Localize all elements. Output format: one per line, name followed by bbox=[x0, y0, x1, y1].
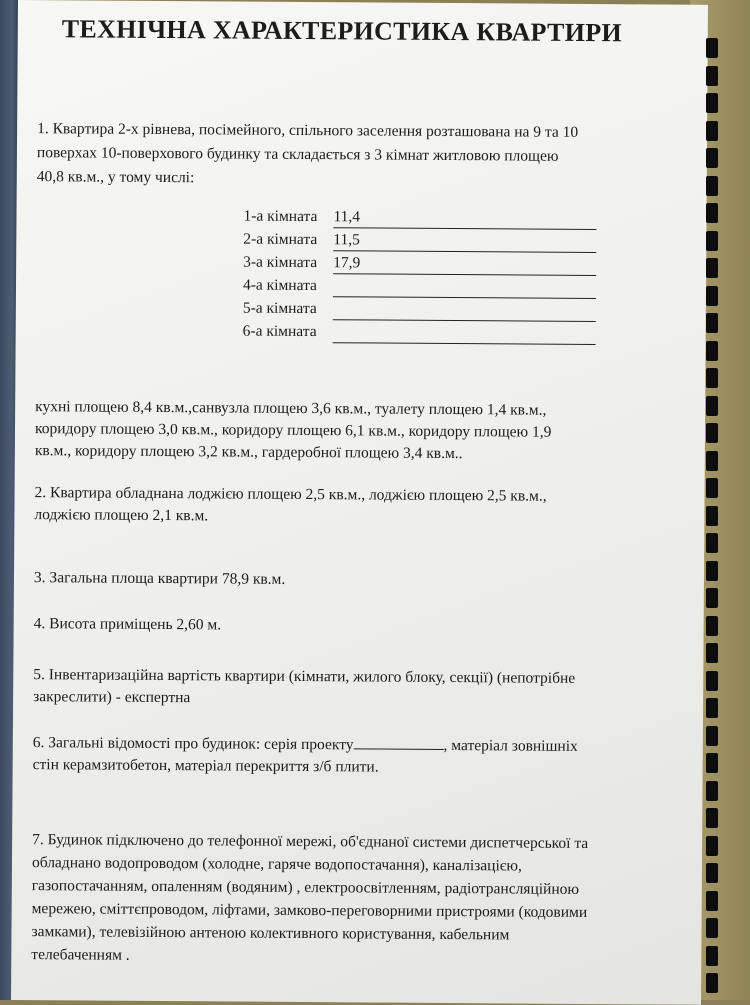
room-area-field: 11,5 bbox=[333, 231, 596, 253]
room-area-field bbox=[333, 300, 596, 322]
room-area-field: 17,9 bbox=[333, 254, 596, 276]
section5-line1: 5. Інвентаризаційна вартість квартири (кімнати, жилого блоку, секції) (непотрібне bbox=[33, 664, 575, 690]
binding-coil bbox=[706, 38, 718, 58]
binding-coil bbox=[706, 231, 718, 251]
areas-line2: коридору площею 3,0 кв.м., коридору площею 6,1 кв.м., коридору площею 1,9 bbox=[35, 418, 552, 444]
section1-line1: 1. Квартира 2-х рівнева, посімейного, спільного заселення розташована на 9 та 10 bbox=[37, 118, 578, 144]
section7-line1: 7. Будинок підключено до телефонної мережі, об'єднаної системи диспетчерської та bbox=[32, 829, 588, 855]
binding-coil bbox=[706, 478, 718, 498]
document-page bbox=[11, 0, 708, 1005]
spiral-binding bbox=[706, 0, 736, 1000]
section2-line2: лоджією площею 2,1 кв.м. bbox=[34, 504, 208, 527]
binding-coil bbox=[706, 588, 718, 608]
binding-coil bbox=[706, 368, 718, 388]
room-area-field: 11,4 bbox=[333, 208, 596, 230]
areas-line3: кв.м., коридору площею 3,2 кв.м., гардеробної площею 3,4 кв.м.. bbox=[35, 440, 463, 465]
binding-coil bbox=[706, 258, 718, 278]
page-title: ТЕХНІЧНА ХАРАКТЕРИСТИКА КВАРТИРИ bbox=[62, 14, 622, 48]
binding-coil bbox=[706, 561, 718, 581]
section7-line3: газопостачанням, опаленням (водяним) , електроосвітленням, радіотрансляційною bbox=[32, 875, 579, 901]
binding-coil bbox=[706, 66, 718, 86]
binding-coil bbox=[706, 148, 718, 168]
binding-coil bbox=[706, 726, 718, 746]
section6-text-a: 6. Загальні відомості про будинок: серія проекту bbox=[33, 734, 354, 753]
binding-coil bbox=[706, 341, 718, 361]
areas-line1: кухні площею 8,4 кв.м.,санвузла площею 3,6 кв.м., туалету площею 1,4 кв.м., bbox=[35, 396, 546, 422]
binding-coil bbox=[706, 973, 718, 993]
binding-coil bbox=[706, 176, 718, 196]
section2-line1: 2. Квартира обладнана лоджією площею 2,5 кв.м., лоджією площею 2,5 кв.м., bbox=[34, 482, 546, 508]
section7-line2: обладнано водопроводом (холодне, гаряче водопостачання), каналізацією, bbox=[32, 852, 522, 877]
binding-coil bbox=[706, 286, 718, 306]
room-label: 1-а кімната bbox=[243, 208, 317, 227]
section7-line6: телебаченням . bbox=[31, 944, 130, 967]
binding-coil bbox=[706, 396, 718, 416]
binding-coil bbox=[706, 808, 718, 828]
binding-coil bbox=[706, 918, 718, 938]
section6-line2: стін керамзитобетон, матеріал перекриття з/б плити. bbox=[33, 754, 379, 778]
binding-coil bbox=[706, 93, 718, 113]
rooms-list bbox=[226, 207, 227, 345]
section7-line4: мережею, сміттєпроводом, ліфтами, замково-переговорними пристроями (кодовими bbox=[32, 898, 588, 924]
binding-coil bbox=[706, 946, 718, 966]
binding-coil bbox=[706, 533, 718, 553]
binding-coil bbox=[706, 643, 718, 663]
binding-coil bbox=[706, 753, 718, 773]
binding-coil bbox=[706, 313, 718, 333]
binding-coil bbox=[706, 863, 718, 883]
section7-line5: замками), телевізійною антеною колективного користування, кабельним bbox=[31, 921, 509, 946]
room-area-field bbox=[333, 277, 596, 299]
section4-height: 4. Висота приміщень 2,60 м. bbox=[34, 613, 222, 636]
section1-line3: 40,8 кв.м., у тому числі: bbox=[37, 166, 195, 189]
binding-coil bbox=[706, 616, 718, 636]
section1-line2: поверхах 10-поверхового будинку та складається з 3 кімнат житловою площею bbox=[37, 142, 559, 168]
room-label: 3-а кімната bbox=[243, 254, 317, 273]
binding-coil bbox=[706, 121, 718, 141]
room-label: 5-а кімната bbox=[243, 300, 317, 319]
binding-coil bbox=[706, 698, 718, 718]
room-area-field bbox=[333, 323, 596, 345]
binding-coil bbox=[706, 423, 718, 443]
binding-coil bbox=[706, 891, 718, 911]
section5-line2: закреслити) - експертна bbox=[33, 686, 190, 709]
binding-coil bbox=[706, 451, 718, 471]
section3-total-area: 3. Загальна площа квартири 78,9 кв.м. bbox=[34, 567, 285, 591]
room-label: 6-а кімната bbox=[243, 323, 317, 342]
binding-coil bbox=[706, 671, 718, 691]
binding-coil bbox=[706, 781, 718, 801]
room-label: 2-а кімната bbox=[243, 231, 317, 250]
section6-text-b: , матеріал зовнішніх bbox=[443, 737, 577, 755]
project-series-blank bbox=[354, 734, 444, 750]
binding-coil bbox=[706, 203, 718, 223]
binding-coil bbox=[706, 506, 718, 526]
binding-coil bbox=[706, 836, 718, 856]
room-label: 4-а кімната bbox=[243, 277, 317, 296]
